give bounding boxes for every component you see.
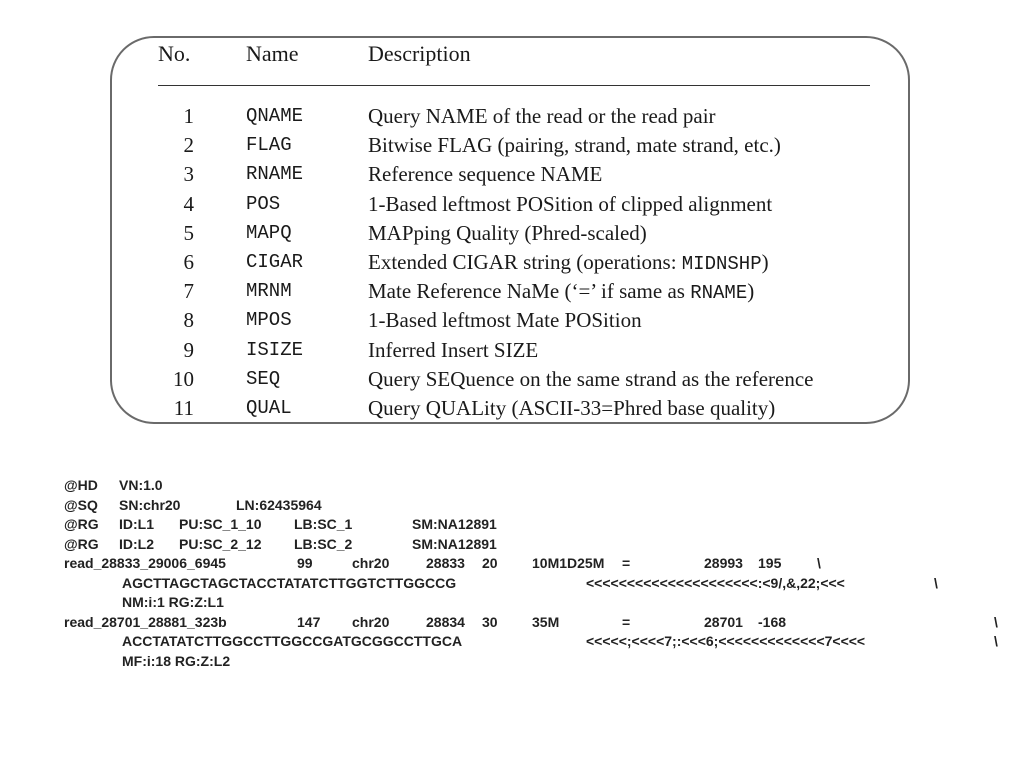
- column-header-description: Description: [368, 41, 471, 66]
- table-row: [0, 160, 1024, 189]
- field-number: 9: [183, 337, 194, 362]
- description-text: Reference sequence NAME: [368, 162, 603, 187]
- sam-field: 195: [758, 555, 782, 571]
- sam-line: [64, 496, 1004, 516]
- field-number: 7: [183, 279, 194, 304]
- column-header-no: No.: [158, 41, 191, 66]
- field-name: QNAME: [246, 105, 304, 127]
- table-row: [0, 336, 1024, 365]
- field-name: CIGAR: [246, 250, 304, 273]
- sam-field: \: [994, 613, 998, 630]
- sam-field: <<<<<<<<<<<<<<<<<<<<<:<9/,&,22;<<<: [586, 574, 845, 591]
- field-number: 11: [173, 395, 194, 420]
- field-description: [368, 160, 602, 189]
- sam-field: 28833: [426, 555, 465, 571]
- description-text: 1-Based leftmost POSition of clipped alignment: [368, 191, 773, 216]
- sam-field: 28701: [704, 613, 743, 630]
- sam-field: @RG: [64, 516, 99, 532]
- field-name: MRNM: [246, 280, 292, 303]
- sam-line: [64, 652, 1004, 672]
- field-name: SEQ: [246, 367, 281, 390]
- sam-field: LB:SC_2: [294, 535, 353, 552]
- field-number: 10: [173, 366, 194, 391]
- table-row: [0, 102, 1024, 131]
- sam-line: [64, 613, 1004, 633]
- description-text: Mate Reference NaMe (‘=’ if same as: [368, 279, 691, 304]
- sam-field: 147: [297, 613, 321, 630]
- sam-field: AGCTTAGCTAGCTACCTATATCTTGGTCTTGGCCG: [122, 574, 457, 591]
- description-code: MIDNSHP: [681, 252, 762, 275]
- sam-line: [64, 476, 1004, 496]
- sam-line: [64, 515, 1004, 535]
- sam-field: @SQ: [64, 496, 98, 513]
- sam-field: chr20: [352, 555, 390, 571]
- sam-field: 28993: [704, 555, 743, 571]
- header-rule: [158, 85, 870, 86]
- sam-field: 10M1D25M: [532, 555, 605, 571]
- description-text: 1-Based leftmost Mate POSition: [368, 308, 642, 333]
- sam-field: SM:NA12891: [412, 535, 497, 552]
- sam-line: [64, 632, 1004, 652]
- sam-field: NM:i:1 RG:Z:L1: [122, 594, 224, 610]
- sam-field: LN:62435964: [236, 496, 322, 513]
- description-text: Query QUALity (ASCII-33=Phred base quality): [368, 395, 776, 420]
- field-number: 2: [183, 133, 194, 158]
- sam-field: =: [622, 555, 631, 571]
- sam-field: 30: [482, 613, 498, 630]
- sam-field: 28834: [426, 613, 465, 630]
- sam-field: \: [934, 574, 938, 591]
- sam-field: read_28701_28881_323b: [64, 613, 227, 630]
- sam-line: [64, 535, 1004, 555]
- sam-field: \: [994, 633, 998, 649]
- field-description: [368, 336, 538, 365]
- sam-field: chr20: [352, 613, 390, 630]
- field-description: [368, 190, 772, 219]
- sam-example: [64, 476, 1004, 671]
- table-row: [0, 306, 1024, 335]
- field-name: POS: [246, 192, 281, 215]
- sam-line: [64, 593, 1004, 613]
- sam-field: 35M: [532, 613, 560, 630]
- sam-field: ID:L1: [119, 516, 154, 532]
- description-text: Extended CIGAR string (operations:: [368, 249, 682, 274]
- field-name: RNAME: [246, 163, 304, 186]
- sam-field: =: [622, 613, 631, 630]
- table-row: [0, 365, 1024, 394]
- field-name: QUAL: [246, 396, 292, 419]
- description-text: MAPping Quality (Phred-scaled): [368, 220, 647, 245]
- field-description: [368, 365, 813, 394]
- description-text: Bitwise FLAG (pairing, strand, mate strand, etc.): [368, 133, 781, 158]
- field-name: MPOS: [246, 309, 292, 332]
- table-row: [0, 248, 1024, 277]
- field-number: 4: [183, 191, 194, 216]
- field-description: [368, 131, 781, 160]
- sam-field: PU:SC_2_12: [179, 535, 262, 552]
- sam-field: \: [817, 555, 821, 571]
- sam-line: [64, 554, 1004, 574]
- sam-field: <<<<<;<<<<7;:<<<6;<<<<<<<<<<<<<7<<<<: [586, 633, 866, 649]
- description-code: RNAME: [690, 282, 748, 305]
- table-row: [0, 219, 1024, 248]
- table-row: [0, 190, 1024, 219]
- description-text: Query SEQuence on the same strand as the reference: [368, 366, 814, 391]
- field-name: MAPQ: [246, 221, 292, 244]
- description-text: ): [747, 279, 755, 304]
- field-description: [368, 277, 754, 308]
- field-name: ISIZE: [246, 338, 304, 361]
- table-row: [0, 277, 1024, 306]
- sam-field: VN:1.0: [119, 477, 163, 493]
- description-text: Query NAME of the read or the read pair: [368, 104, 716, 128]
- field-description: [368, 102, 716, 131]
- sam-field: ID:L2: [119, 535, 154, 552]
- table-row: [0, 394, 1024, 423]
- sam-field: @HD: [64, 477, 98, 493]
- sam-field: SN:chr20: [119, 496, 181, 513]
- field-description: [368, 394, 775, 423]
- sam-field: read_28833_29006_6945: [64, 555, 226, 571]
- sam-field: LB:SC_1: [294, 516, 353, 532]
- field-number: 6: [183, 249, 194, 274]
- sam-field: 20: [482, 555, 498, 571]
- field-number: 8: [183, 308, 194, 333]
- field-description: [368, 219, 647, 248]
- field-number: 5: [183, 220, 194, 245]
- sam-field: ACCTATATCTTGGCCTTGGCCGATGCGGCCTTGCA: [122, 633, 463, 649]
- field-number: 3: [183, 162, 194, 187]
- field-description: [368, 306, 642, 335]
- table-row: [0, 131, 1024, 160]
- field-name: FLAG: [246, 134, 292, 157]
- sam-field: PU:SC_1_10: [179, 516, 262, 532]
- column-header-name: Name: [246, 41, 299, 66]
- field-description: [368, 248, 769, 279]
- sam-field: @RG: [64, 535, 99, 552]
- sam-field: -168: [758, 613, 787, 630]
- field-number: 1: [183, 104, 194, 128]
- sam-field: MF:i:18 RG:Z:L2: [122, 652, 231, 669]
- sam-field: 99: [297, 555, 313, 571]
- sam-line: [64, 574, 1004, 594]
- table-body: [0, 102, 1024, 423]
- description-text: ): [761, 249, 769, 274]
- description-text: Inferred Insert SIZE: [368, 337, 539, 362]
- sam-field: SM:NA12891: [412, 516, 497, 532]
